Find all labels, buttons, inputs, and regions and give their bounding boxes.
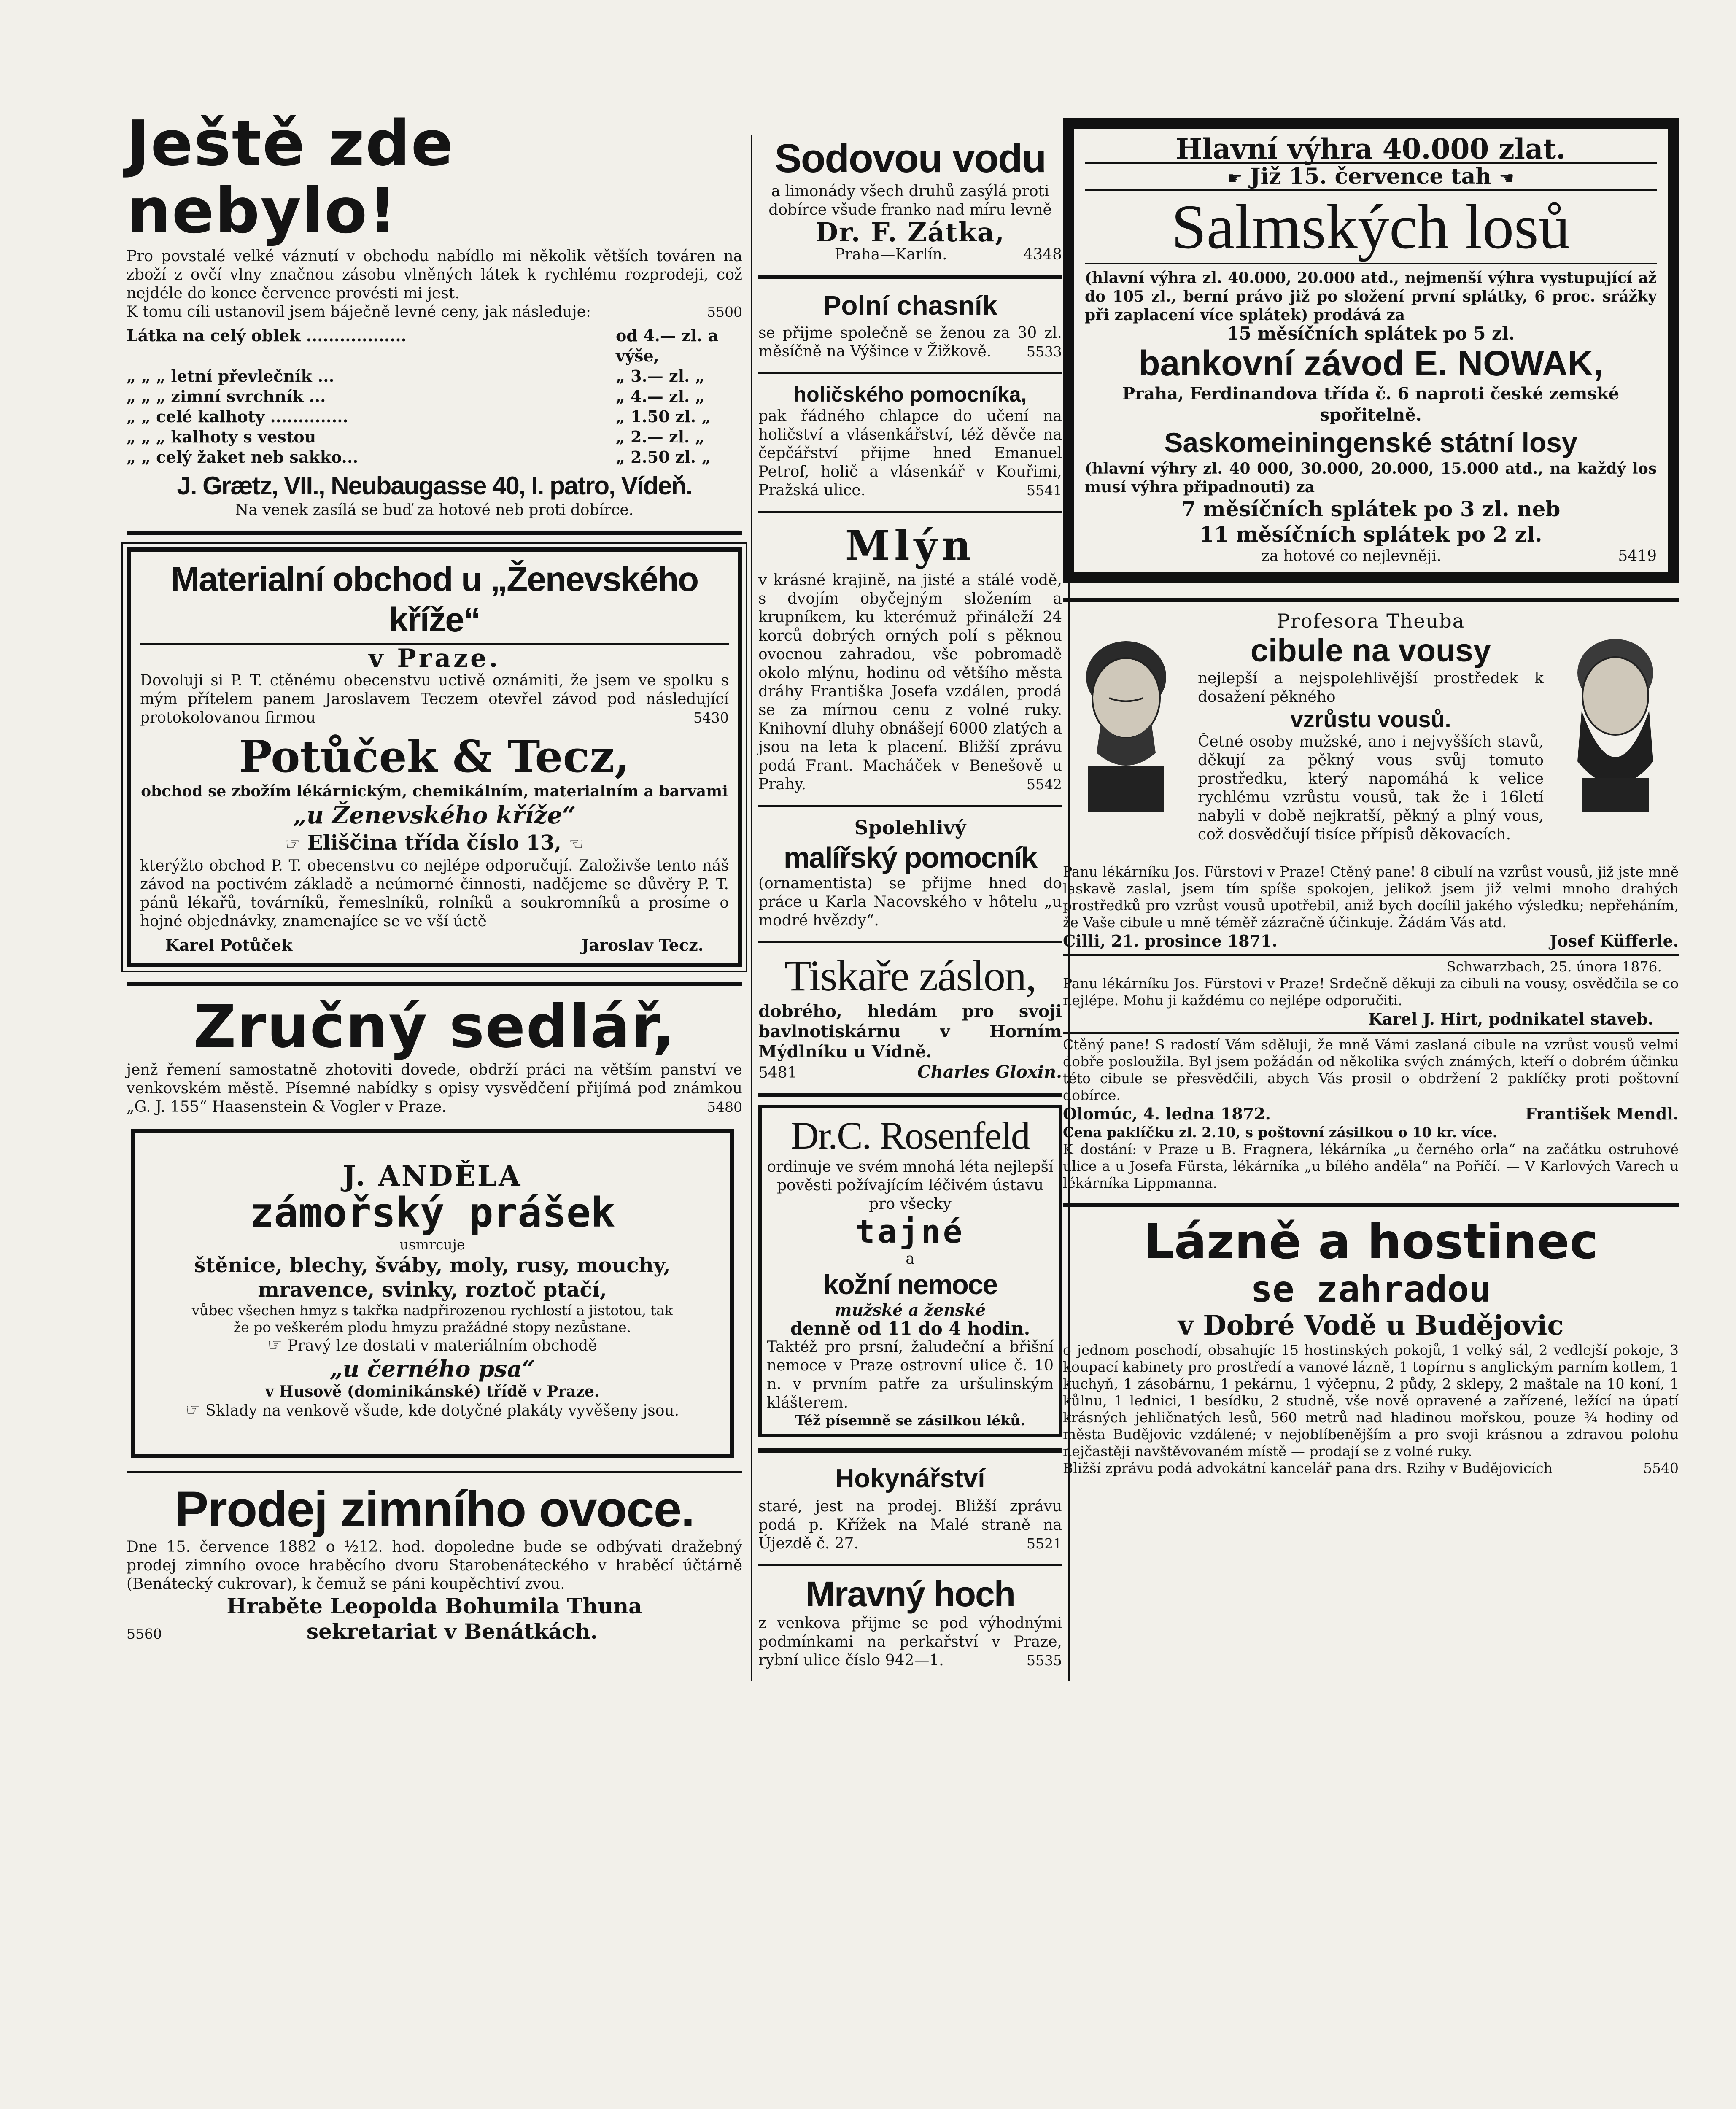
price-row <box>127 447 742 467</box>
ad-materialni-obchod <box>127 547 742 967</box>
pointing-hand-icon: ☞ <box>185 1400 201 1420</box>
ad-body: vůbec všechen hmyz s takřka nadpřirozenou rychlostí a jistotou, tak že po veškerém plodu hmyzu pražádné stopy nezůstane. <box>191 1302 673 1335</box>
signature-1: Karel Potůček <box>165 936 293 955</box>
ad-body: dobrého, hledám pro svoji bavlnotiskárnu v Horním Mýdlníku u Vídně. <box>758 1001 1062 1062</box>
ad-jeste-zde-nebylo <box>127 107 742 520</box>
stores-note: ☞ Sklady na venkově všude, kde dotyčné plakáty vyvěšeny jsou. <box>185 1400 679 1420</box>
ad-draw: ☛ Již 15. července tah ☚ <box>1227 164 1515 189</box>
pointing-hand-icon: ☞ <box>267 1335 283 1355</box>
ad-title: Sodovou vodu <box>774 136 1046 181</box>
ad-body: v krásné krajině, na jisté a stálé vodě, s dvojím obyčejným složením a krupníkem, ku kterémuž přináleží 24 korců dobrých orných polí s pěknou ovocnou zahradou, vše pobromadě okolo mlýnu, hodinu od většího města dráhy Františka Josefa vzdálen, prodá se za mírnou cenu z volné ruky. Knihovní dluhy obnášejí 6000 zlatých a jsou na leta k placení. Bližší zprávu podá Frant. Macháček v Benešově u Prahy. 5542 <box>758 572 1062 793</box>
ad-mlyn <box>758 521 1062 794</box>
ad-rate-1: 7 měsíčních splátek po 3 zl. neb <box>1181 496 1561 521</box>
ad-where: K dostání: v Praze u B. Fragnera, lékárníka „u černého orla“ na začátku ostruhové ulice a u Josefa Fürsta, lékárníka „u bílého anděla“ na Poříčí. — V Karlových Varech u lékárníka Lippmanna. <box>1063 1141 1679 1191</box>
where-to-buy: ☞ Pravý lze dostati v materiálním obchodě <box>267 1335 597 1355</box>
price-value: „ 4.— zl. „ <box>616 387 705 406</box>
ad-title: Lázně a hostinec <box>1143 1214 1598 1270</box>
ad-title: Ještě zde nebylo! <box>127 107 454 247</box>
price-label: „ „ „ kalhoty s vestou <box>127 427 316 446</box>
price-row <box>127 366 742 386</box>
ad-body: ordinuje ve svém mnohá léta nejlepší pověsti požívajícím léčivém ústavu pro všecky <box>767 1158 1054 1213</box>
ad-body: staré, jest na prodej. Bližší zprávu podá p. Křížek na Malé straně na Újezdě č. 27. 5521 <box>758 1498 1062 1552</box>
ad-subtitle: v Praze. <box>368 644 501 673</box>
ad-title-2: malířský pomocník <box>783 841 1037 874</box>
pointing-hand-icon: ☛ <box>1227 169 1243 188</box>
bearded-man-portrait-icon <box>1552 626 1679 812</box>
ad-body: (ornamentista) se přijme hned do práce u Karla Nacovského v hôtelu „u modré hvězdy“. <box>758 875 1062 929</box>
ad-body: jenž řemení samostatně zhotoviti dovede, obdrží práci na větším panství ve venkovském městě. Písemné nabídky s opisy vysvědčení přijímá pod známkou „G. J. 155“ Haasenstein & Vogler v Praze. 5480 <box>127 1061 742 1116</box>
letter-3-signature: Olomúc, 4. ledna 1872. František Mendl. <box>1063 1104 1679 1123</box>
ad-body: (hlavní výhra zl. 40.000, 20.000 atd., nejmenší výhra vystupující až do 105 zl., berní právo již po složení první splátky, 6 proc. srážky při zaplacení více splátek) prodává za <box>1085 269 1657 324</box>
ad-title: Mlýn <box>845 522 976 569</box>
ad-name: Dr. F. Zátka, <box>815 217 1005 248</box>
ad-body-2: K tomu cíli ustanovil jsem báječně levné ceny, jak následuje: 5500 <box>127 303 742 321</box>
column-right <box>1063 118 1679 1488</box>
ad-title: Prodej zimního ovoce. <box>175 1481 694 1537</box>
ad-title: Polní chasník <box>823 290 997 321</box>
shop-street: ☞ Eliščina třída číslo 13, ☜ <box>285 831 584 855</box>
price-value: „ 3.— zl. „ <box>616 367 705 386</box>
firm-description: obchod se zbožím lékárnickým, chemikálním, materialním a barvami <box>141 782 728 800</box>
ad-signature: Charles Gloxin. <box>917 1062 1062 1082</box>
price-row <box>127 386 742 407</box>
price-label: „ „ celý žaket neb sakko... <box>127 448 359 467</box>
price-list <box>127 326 742 467</box>
ad-place-row: Praha—Karlín. 4348 <box>834 246 1062 263</box>
ad-saxe: Saskomeiningenské státní losy <box>1164 427 1577 458</box>
ad-body: Dne 15. července 1882 o ½12. hod. dopoledne bude se odbývati dražebný prodej zimního ovoce hraběcího dvoru Starobenáteckého v hraběcí účtárně (Benátecký cukrovar), k čemuž se páni koupěchtiví zvou. <box>127 1538 742 1593</box>
ad-title: holičského pomocníka, <box>793 383 1027 406</box>
ad-malirsky-pomocnik <box>758 814 1062 930</box>
divider <box>758 1448 1062 1453</box>
ad-title: Dr.C. Rosenfeld <box>791 1114 1030 1157</box>
ad-note: Na venek zasílá se buď za hotové neb proti dobírce. <box>235 502 634 519</box>
ad-skin: kožní nemoce <box>823 1269 997 1300</box>
letter-3: Ctěný pane! S radostí Vám sděluji, že mně Vámi zaslaná cibule na vzrůst vousů velmi dobře posloužila. Byl jsem požádán od několika svých známých, kteří o dobrém účinku této cibule se přesvědčili, abych Vás prosil o obdržení 2 paklíčky proti poštovní dobírce. <box>1063 1036 1679 1103</box>
pointing-hand-icon: ☜ <box>568 834 584 854</box>
ad-name: J. ANDĚLA <box>342 1160 522 1192</box>
ad-body: se přijme společně se ženou za 30 zl. měsíčně na Výšince v Žižkově. 5533 <box>758 324 1062 360</box>
letter-2-place: Schwarzbach, 25. února 1876. <box>1446 958 1662 975</box>
divider <box>758 1093 1062 1097</box>
ad-subtitle: se zahradou <box>1251 1268 1491 1311</box>
letter-2-signature: Karel J. Hirt, podnikatel staveb. <box>1368 1009 1653 1028</box>
ad-andela-prasek <box>131 1129 734 1458</box>
ad-title: cibule na vousy <box>1250 633 1491 669</box>
ad-head: Profesora Theuba <box>1276 610 1465 632</box>
price-row <box>127 326 742 366</box>
divider <box>127 1471 742 1473</box>
ad-and: a <box>906 1250 915 1268</box>
ad-hours: denně od 11 do 4 hodin. <box>790 1318 1030 1339</box>
ad-polni-chasnik <box>758 287 1062 361</box>
divider <box>758 511 1062 513</box>
letter-1: Panu lékárníku Jos. Fürstovi v Praze! Ctěný pane! 8 cibulí na vzrůst vousů, již jste mně laskavě zaslal, jsem tím spíše spokojen, jelikož jsem již velmi mnoho drahých prostředků pro vzrůst vousů upotřebil, aniž bych docílil jakého výsledku; nepřeháním, že Vaše cibule u mně téměř zázračně účinkuje. Žádám Vás atd. <box>1063 863 1679 930</box>
divider <box>758 275 1062 279</box>
ad-body: pak řádného chlapce do učení na holičství a vlásenkářství, též děvče na čepčářství přijme hned Emanuel Petrof, holič a vlásenkář v Kouřimi, Pražská ulice. 5541 <box>758 407 1062 499</box>
price-value: „ 1.50 zl. „ <box>616 407 711 426</box>
ad-rosenfeld <box>758 1105 1062 1437</box>
price-row <box>127 407 742 427</box>
ad-contact: Bližší zprávu podá advokátní kancelář pana drs. Rzihy v Budějovicích 5540 <box>1063 1460 1679 1476</box>
signatures <box>140 931 729 955</box>
price-row <box>127 427 742 447</box>
price-value: od 4.— zl. a výše, <box>616 326 719 365</box>
ad-lead: nejlepší a nejspolehlivější prostředek k dosažení pěkného <box>1198 670 1544 706</box>
letter-1-signature: Cilli, 21. prosince 1871. Josef Küfferle. <box>1063 931 1679 950</box>
ad-body-2: Taktéž pro prsní, žaludeční a břišní nemoce v Praze ostrovní ulice č. 10 n. v prvním patře za uršulinským klášterem. <box>767 1338 1054 1411</box>
ad-salmske-losy <box>1063 118 1679 583</box>
divider <box>1063 1203 1679 1207</box>
price-value: „ 2.— zl. „ <box>616 427 705 446</box>
ad-address: J. Grætz, VII., Neubaugasse 40, I. patro, Vídeň. <box>177 472 692 500</box>
ad-title: Materialní obchod u „Ženevského kříže“ <box>140 559 729 645</box>
ad-body: Dovoluji si P. T. ctěnému obecenstvu uctivě oznámiti, že jsem ve spolku s mým přítelem panem Jaroslavem Teczem otevřel závod pod následující protokolovanou firmou 5430 <box>140 672 729 726</box>
divider <box>127 982 742 986</box>
ad-prodej-ovoce <box>127 1481 742 1644</box>
divider <box>758 1564 1062 1566</box>
pest-list: štěnice, blechy, šváby, moly, rusy, mouchy, mravence, svinky, roztoč ptačí, <box>194 1254 671 1302</box>
ad-body-2: kterýžto obchod P. T. obecenstvu co nejlépe odporučují. Založivše tento náš závod na poctivém základě a neúmorné činnosti, nadějeme se důvěry P. T. pánů lékařů, továrníků, řemeslníků, rolníků a soukromníků a prosíme o hojné objednávky, znamenajíce se ve vší úctě <box>140 857 729 930</box>
price-value: „ 2.50 zl. „ <box>616 448 711 467</box>
ad-title: zámořský prášek <box>249 1189 615 1236</box>
price-label: „ „ „ zimní svrchník ... <box>127 387 326 406</box>
ad-signature-2: sekretariat v Benátkách. <box>306 1619 598 1644</box>
ad-tiskar-zaslon <box>758 951 1062 1082</box>
shop-sign: „u černého psa“ <box>329 1355 535 1382</box>
ad-sexes: mužské a ženské <box>835 1300 986 1319</box>
ad-zrucny-sedlar <box>127 993 742 1117</box>
ad-body: Pro povstalé velké váznutí v obchodu nabídlo mi několik větších továren na zboží z ovčí vlny značnou zásobu vlněných látek k rychlému rozprodeji, což nejdéle do konce července provésti mi jest. <box>127 248 742 302</box>
divider <box>758 941 1062 943</box>
price-label: „ „ celé kalhoty .............. <box>127 407 348 426</box>
ad-growth: vzrůstu vousů. <box>1290 707 1451 732</box>
signature-2: Jaroslav Tecz. <box>581 936 704 955</box>
ad-lazne-hostinec <box>1063 1214 1679 1477</box>
firm-name: Potůček & Tecz, <box>239 731 630 782</box>
ad-title: Tiskaře záslon, <box>784 952 1036 1000</box>
ad-cash-row: za hotové co nejlevněji. 5419 <box>1261 547 1657 565</box>
pointing-hand-icon: ☚ <box>1499 169 1515 188</box>
divider <box>127 531 742 535</box>
ad-code: 5500 <box>707 304 742 320</box>
ad-place: v Dobré Vodě u Budějovic <box>1178 1310 1564 1341</box>
bank-name: bankovní závod E. NOWAK, <box>1138 343 1603 383</box>
ad-body: o jednom poschodí, obsahujíc 15 hostinských pokojů, 1 velký sál, 2 vedlejší pokoje, 3 koupací kabinety pro prostředí a vanové lázně, 1 topírnu s anglickým parním kotlem, 1 kuchyň, 1 zásobárnu, 1 pekárnu, 1 výčepnu, 2 půdy, 2 sklepy, 2 maštale na 10 koní, 1 kůlnu, 1 lednici, 1 besídku, 2 studně, vše nově opravené a zařízené, ležící na úpatí krásných jehličnatých lesů, 560 metrů nad hladinou mořskou, pouze ¾ hodiny od města Budějovic vzdálené; v nejoblíbenějším a pro svoji krásnou a zdravou polohu nejčastěji navštěvovaném místě — prodají se z volné ruky. <box>1063 1342 1679 1459</box>
ad-holicsky-pomocnik <box>758 382 1062 500</box>
bearded-man-portrait-icon <box>1063 626 1189 812</box>
ad-lead: usmrcuje <box>399 1236 465 1253</box>
column-left <box>127 107 742 1655</box>
ad-center-text <box>1198 610 1544 859</box>
divider <box>758 805 1062 807</box>
ad-cibule-na-vousy <box>1063 610 1679 1192</box>
ad-secret: tajné <box>855 1213 965 1250</box>
ad-body: Četné osoby mužské, ano i nejvyšších stavů, děkují za pěkný vous svůj tomuto prostředku, který napomáhá k velice rychlému vzrůstu vousů, tak že i 16letí nabyli v době nejkratší, pěkný a plný vous, což dosvědčují tisíce přípisů děkovacích. <box>1198 733 1544 843</box>
ad-hokynarstvi <box>758 1460 1062 1553</box>
ad-body: a limonády všech druhů zasýlá proti dobírce všude franko nad míru levně <box>768 183 1052 218</box>
divider <box>1063 598 1679 602</box>
price-label: Látka na celý oblek .................. <box>127 326 407 345</box>
bank-address: Praha, Ferdinandova třída č. 6 naproti české zemské spořitelně. <box>1122 384 1620 425</box>
ad-title: Salmských losů <box>1085 189 1657 264</box>
ad-signature-row <box>127 1619 742 1644</box>
ad-signature-1: Hraběte Leopolda Bohumila Thuna <box>226 1594 642 1618</box>
ad-signature-row <box>758 1062 1062 1082</box>
divider <box>758 372 1062 374</box>
ad-sodova-voda <box>758 135 1062 264</box>
letter-2: Panu lékárníku Jos. Fürstovi v Praze! Srdečně děkuji za cibuli na vousy, osvědčila se co nejlépe. Mohu ji každému co nejlépe odporučiti. <box>1063 975 1679 1009</box>
pointing-hand-icon: ☞ <box>285 834 301 854</box>
ad-note: Též písemně se zásilkou léků. <box>795 1412 1025 1429</box>
ad-rate-2: 11 měsíčních splátek po 2 zl. <box>1199 522 1542 547</box>
ad-code: 5481 <box>758 1064 797 1081</box>
shop-address: v Husově (dominikánské) třídě v Praze. <box>265 1383 600 1400</box>
column-middle <box>751 135 1070 1681</box>
ad-price: Cena paklíčku zl. 2.10, s poštovní zásilkou o 10 kr. více. <box>1063 1124 1498 1141</box>
ad-title: Zručný sedlář, <box>193 992 676 1061</box>
ad-mravny-hoch <box>758 1574 1062 1670</box>
ad-body: z venkova přijme se pod výhodnými podmínkami na perkařství v Praze, rybní ulice číslo 942—1. 5535 <box>758 1615 1062 1669</box>
shop-sign: „u Ženevského kříže“ <box>293 801 576 829</box>
ad-title: Mravný hoch <box>805 1574 1015 1614</box>
ad-head: Hlavní výhra 40.000 zlat. <box>1085 136 1657 164</box>
ad-code: 5560 <box>127 1626 162 1642</box>
divider <box>1063 954 1679 956</box>
ad-rates: 15 měsíčních splátek po 5 zl. <box>1227 323 1515 344</box>
ad-title-1: Spolehlivý <box>854 816 966 839</box>
ad-body-2: (hlavní výhry zl. 40 000, 30.000, 20.000, 15.000 atd., na každý los musí výhra připadnouti) za <box>1085 460 1657 496</box>
price-label: „ „ „ letní převlečník ... <box>127 367 334 386</box>
ad-title: Hokynářství <box>835 1464 985 1493</box>
divider <box>1063 1032 1679 1034</box>
